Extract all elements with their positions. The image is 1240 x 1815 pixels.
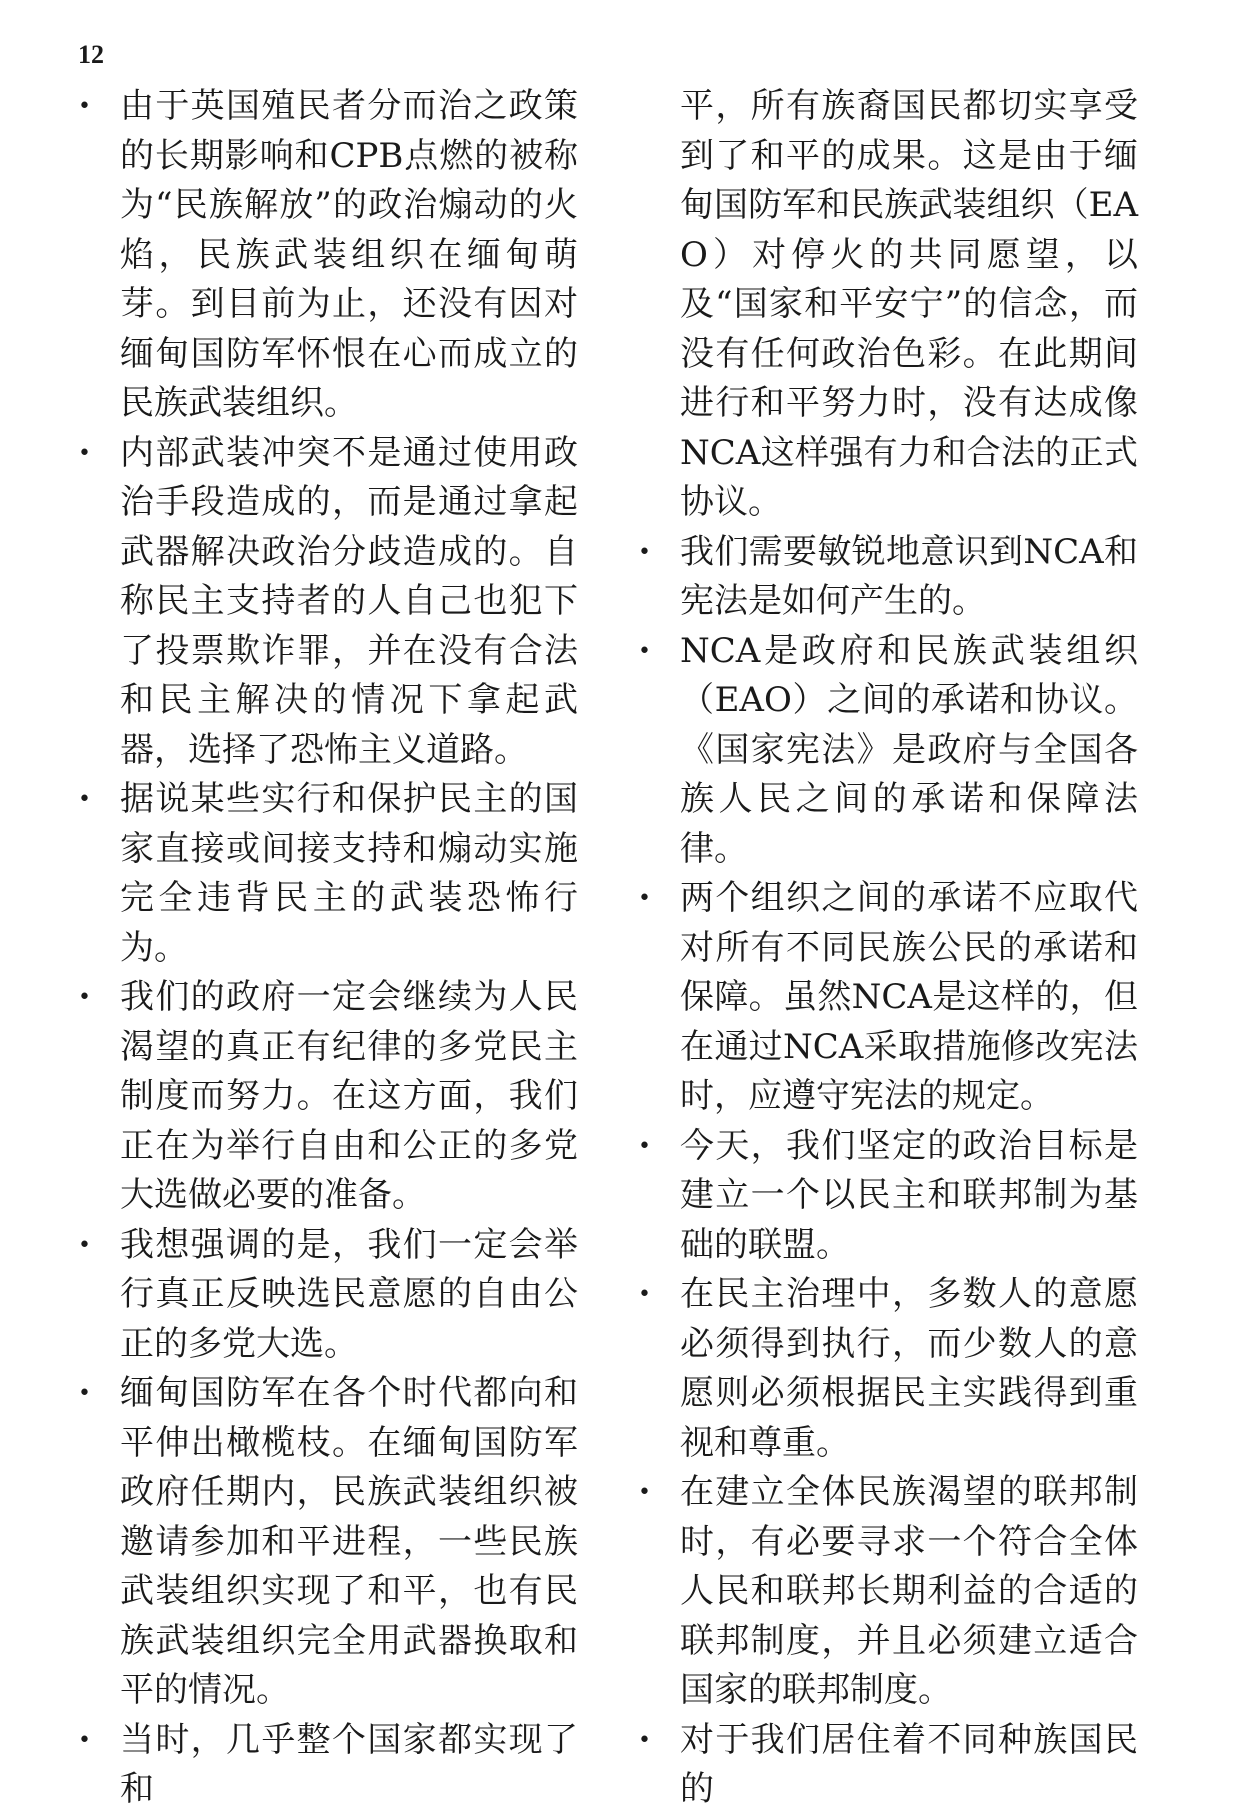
right-column <box>638 82 1138 1815</box>
bullet-item: • 缅甸国防军在各个时代都向和平伸出橄榄枝。在缅甸国防军政府任期内，民族武装组织被邀请参加和平进程，一些民族武装组织实现了和平，也有民族武装组织完全用武器换取和平的情况。 <box>78 1369 578 1716</box>
bullet-item: • 对于我们居住着不同种族国民的 <box>638 1716 1138 1815</box>
bullet-item: • 内部武装冲突不是通过使用政治手段造成的，而是通过拿起武器解决政治分歧造成的。自称民主支持者的人自己也犯下了投票欺诈罪，并在没有合法和民主解决的情况下拿起武器，选择了恐怖主义道路。 <box>78 429 578 776</box>
bullet-item: • 我们需要敏锐地意识到NCA和宪法是如何产生的。 <box>638 528 1138 627</box>
bullet-item: • 由于英国殖民者分而治之政策的长期影响和CPB点燃的被称为“民族解放”的政治煽动的火焰，民族武装组织在缅甸萌芽。到目前为止，还没有因对缅甸国防军怀恨在心而成立的民族武装组织。 <box>78 82 578 429</box>
bullet-item: • 今天，我们坚定的政治目标是建立一个以民主和联邦制为基础的联盟。 <box>638 1122 1138 1271</box>
continued-paragraph: 平，所有族裔国民都切实享受到了和平的成果。这是由于缅甸国防军和民族武装组织（EAO）对停火的共同愿望，以及“国家和平安宁”的信念，而没有任何政治色彩。在此期间进行和平努力时，没有达成像NCA这样强有力和合法的正式协议。 <box>680 86 1138 522</box>
bullet-item: • 我想强调的是，我们一定会举行真正反映选民意愿的自由公正的多党大选。 <box>78 1221 578 1370</box>
bullet-item: • 在民主治理中，多数人的意愿必须得到执行，而少数人的意愿则必须根据民主实践得到重视和尊重。 <box>638 1270 1138 1468</box>
bullet-item: • 两个组织之间的承诺不应取代对所有不同民族公民的承诺和保障。虽然NCA是这样的，但在通过NCA采取措施修改宪法时，应遵守宪法的规定。 <box>638 874 1138 1122</box>
bullet-item: • 据说某些实行和保护民主的国家直接或间接支持和煽动实施完全违背民主的武装恐怖行为。 <box>78 775 578 973</box>
page-number: 12 <box>78 40 104 69</box>
bullet-item: • 我们的政府一定会继续为人民渴望的真正有纪律的多党民主制度而努力。在这方面，我们正在为举行自由和公正的多党大选做必要的准备。 <box>78 973 578 1221</box>
bullet-item: • NCA是政府和民族武装组织（EAO）之间的承诺和协议。《国家宪法》是政府与全国各族人民之间的承诺和保障法律。 <box>638 627 1138 875</box>
bullet-item: • 在建立全体民族渴望的联邦制时，有必要寻求一个符合全体人民和联邦长期利益的合适的联邦制度，并且必须建立适合国家的联邦制度。 <box>638 1468 1138 1716</box>
bullet-item: • 当时，几乎整个国家都实现了和 <box>78 1716 578 1815</box>
left-column <box>78 82 578 1815</box>
